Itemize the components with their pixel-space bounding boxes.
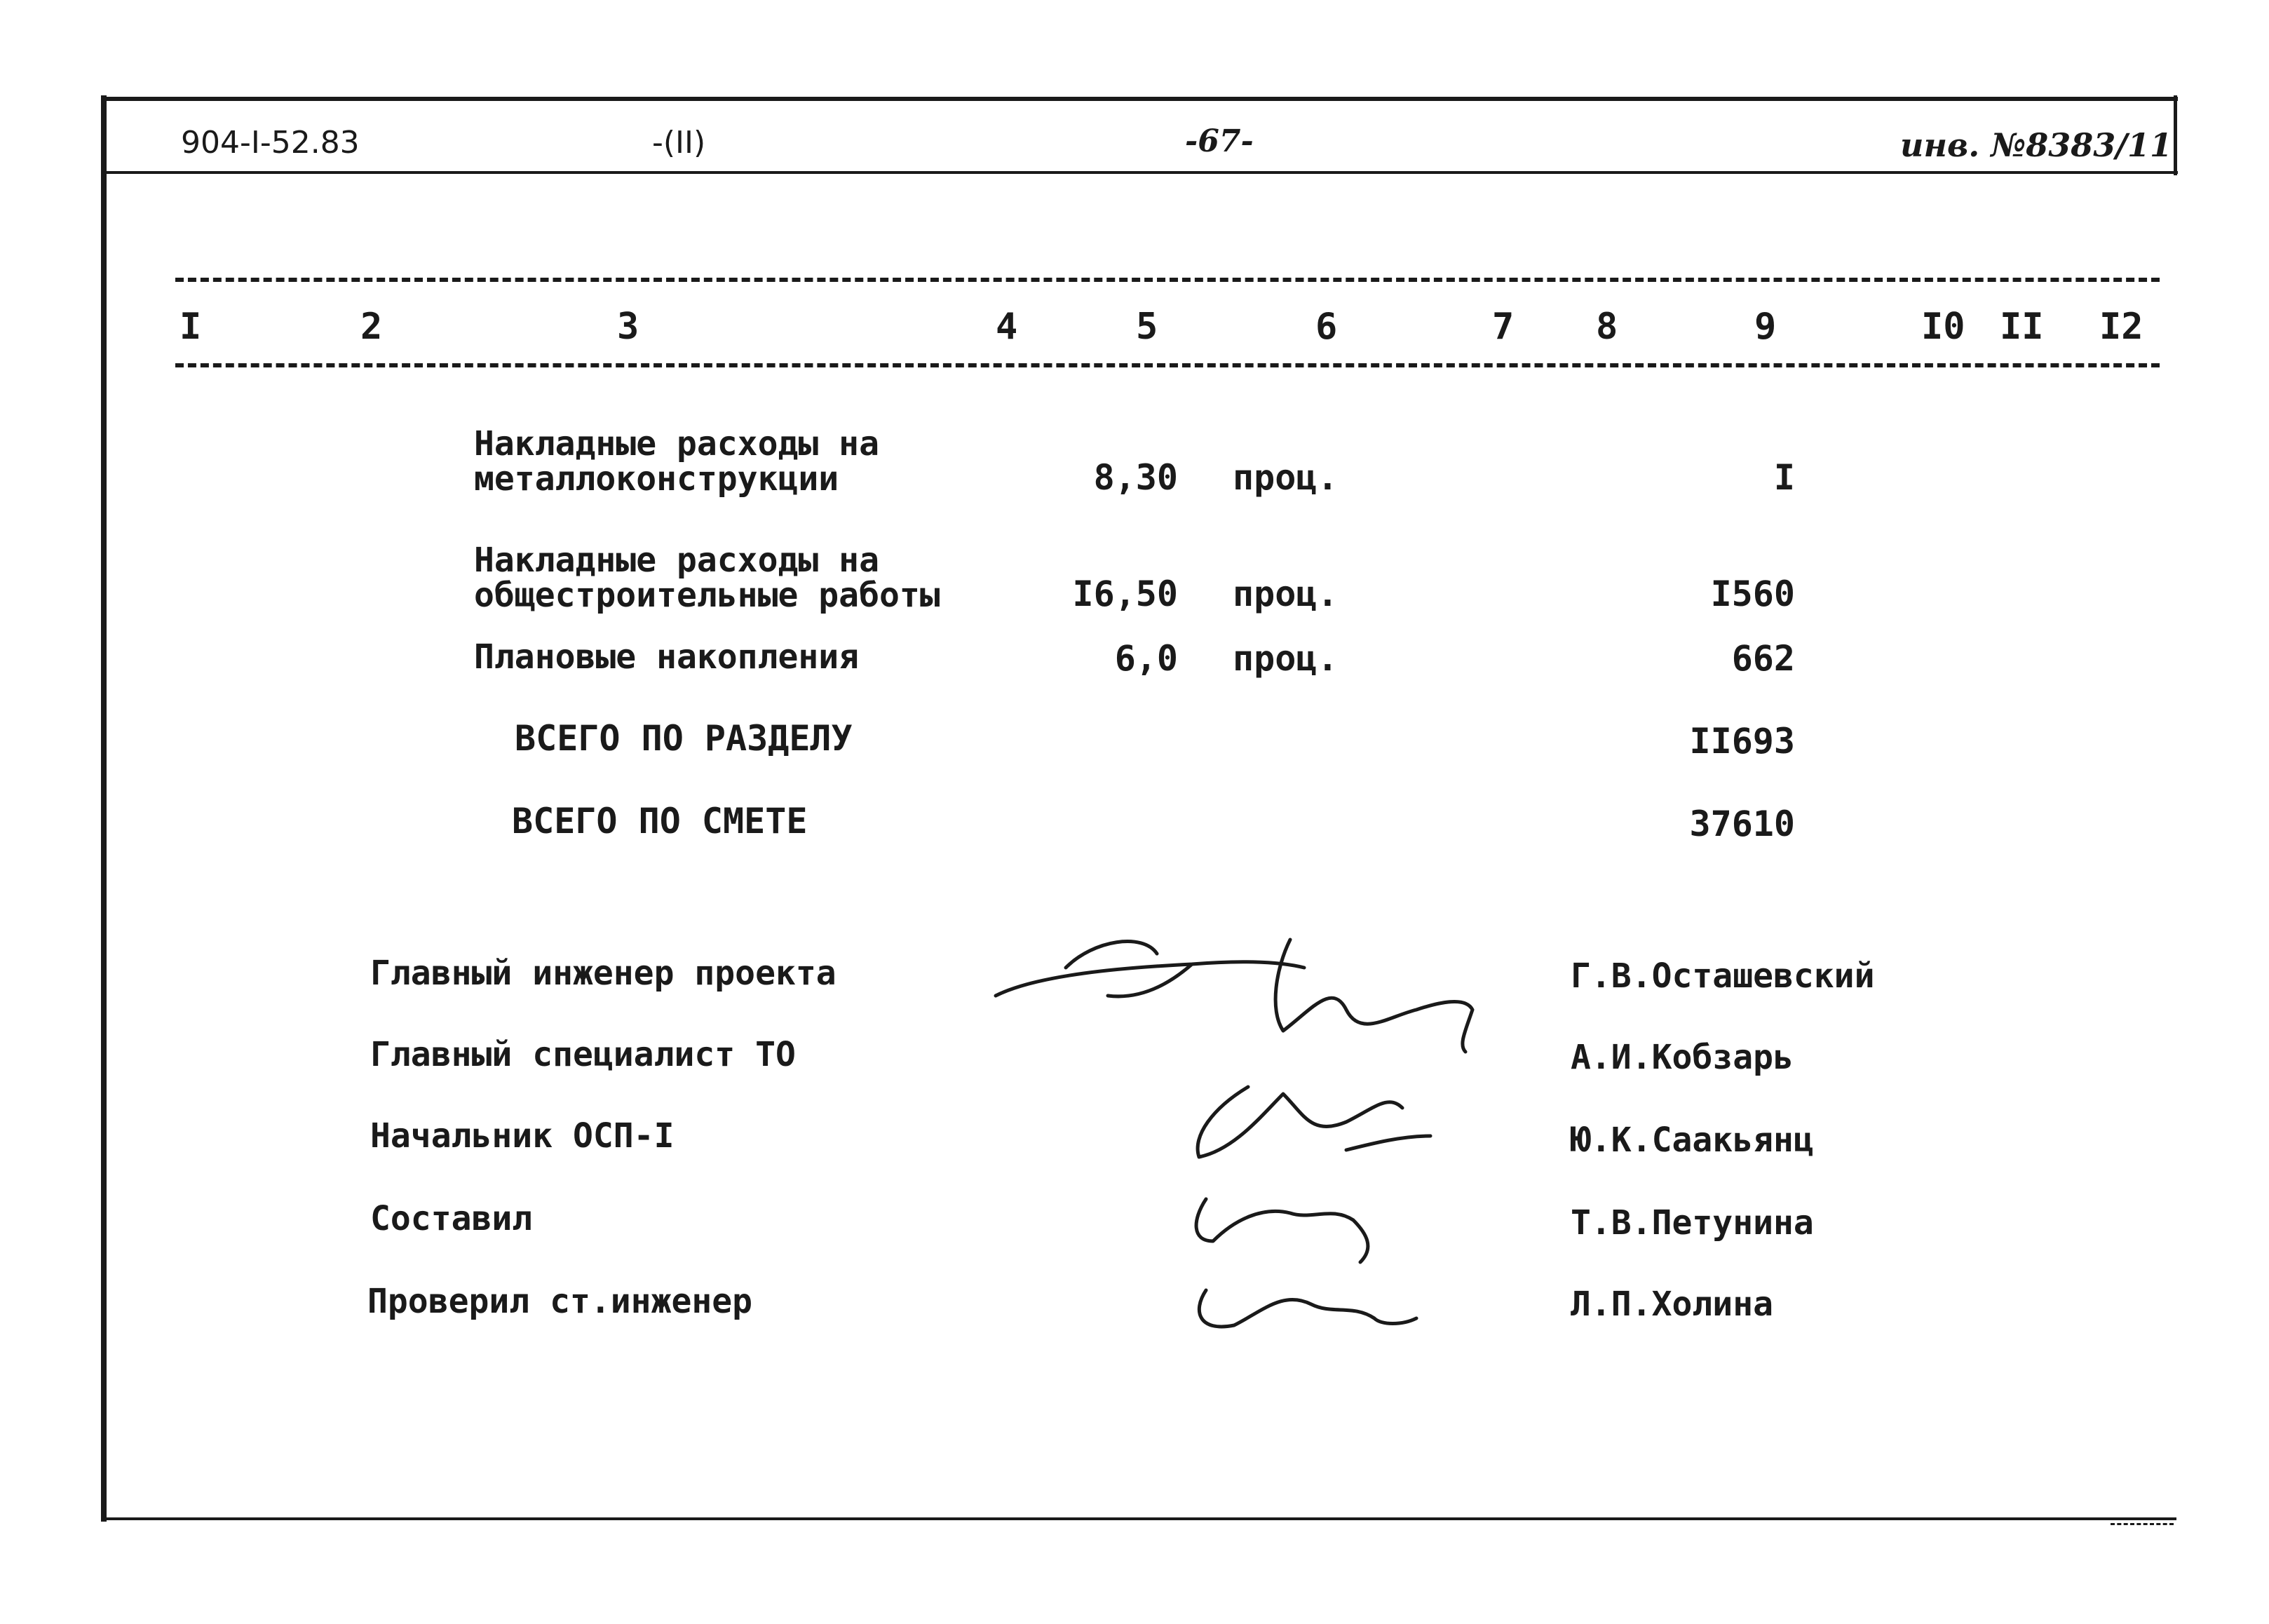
signatory-name: Л.П.Холина — [1571, 1285, 1773, 1324]
signatory-name: Г.В.Осташевский — [1571, 956, 1875, 996]
signatory-role: Проверил ст.инженер — [367, 1282, 753, 1321]
doc-code: 904-I-52.83 — [181, 125, 360, 161]
frame-right-line — [2174, 95, 2177, 175]
column-number: I — [180, 306, 202, 348]
column-number: II — [2000, 306, 2044, 348]
header-separator-line — [104, 171, 2178, 174]
total-amount: II693 — [1689, 721, 1795, 762]
total-label: ВСЕГО ПО РАЗДЕЛУ — [515, 718, 853, 759]
signature-stroke — [1196, 1199, 1368, 1262]
signatory-name: Т.В.Петунина — [1571, 1203, 1814, 1243]
column-header-bottom-rule — [175, 363, 2160, 367]
row-name-line2: общестроительные работы — [474, 576, 940, 615]
row-rate: 6,0 — [1114, 638, 1178, 679]
row-unit: проц. — [1233, 457, 1339, 498]
row-name-line1: Накладные расходы на — [474, 424, 879, 463]
row-name-line1: Плановые накопления — [474, 637, 860, 677]
row-name-line1: Накладные расходы на — [474, 541, 879, 580]
column-header-top-rule — [175, 278, 2160, 282]
row-rate: I6,50 — [1072, 574, 1178, 614]
column-number: 7 — [1492, 306, 1515, 348]
column-number: 2 — [360, 306, 383, 348]
column-number: 9 — [1754, 306, 1777, 348]
signatory-role: Начальник ОСП-I — [370, 1116, 675, 1156]
signature-stroke — [1198, 1087, 1430, 1157]
frame-bottom-dash — [2111, 1523, 2174, 1525]
row-amount: I560 — [1710, 574, 1795, 614]
signature-stroke — [996, 942, 1304, 996]
signatory-role: Главный специалист ТО — [370, 1035, 796, 1074]
signatory-name: А.И.Кобзарь — [1571, 1038, 1794, 1077]
page-number: -67- — [1185, 123, 1254, 159]
total-amount: 37610 — [1689, 804, 1795, 844]
signatory-name: Ю.К.Саакьянц — [1571, 1121, 1814, 1160]
signature-stroke — [1275, 940, 1472, 1052]
column-number: 3 — [617, 306, 639, 348]
handwritten-signatures — [982, 926, 1557, 1346]
row-amount: I — [1773, 457, 1795, 498]
row-amount: 662 — [1731, 638, 1795, 679]
column-number: I2 — [2099, 306, 2143, 348]
column-number: 8 — [1596, 306, 1618, 348]
row-unit: проц. — [1233, 638, 1339, 679]
column-number: 6 — [1315, 306, 1338, 348]
row-rate: 8,30 — [1093, 457, 1178, 498]
inventory-number: инв. №8383/11 — [1900, 126, 2173, 164]
column-number: 4 — [996, 306, 1018, 348]
frame-bottom-line — [101, 1517, 2176, 1520]
signatory-role: Составил — [370, 1199, 533, 1238]
column-number: I0 — [1921, 306, 1965, 348]
column-number: 5 — [1136, 306, 1158, 348]
signatory-role: Главный инженер проекта — [370, 954, 837, 993]
frame-left-line — [101, 95, 107, 1522]
section-number: -(II) — [652, 125, 706, 161]
frame-top-line — [104, 97, 2178, 101]
signature-stroke — [1199, 1290, 1416, 1327]
total-label: ВСЕГО ПО СМЕТЕ — [512, 801, 808, 841]
row-unit: проц. — [1233, 574, 1339, 614]
row-name-line2: металлоконструкции — [474, 459, 839, 499]
